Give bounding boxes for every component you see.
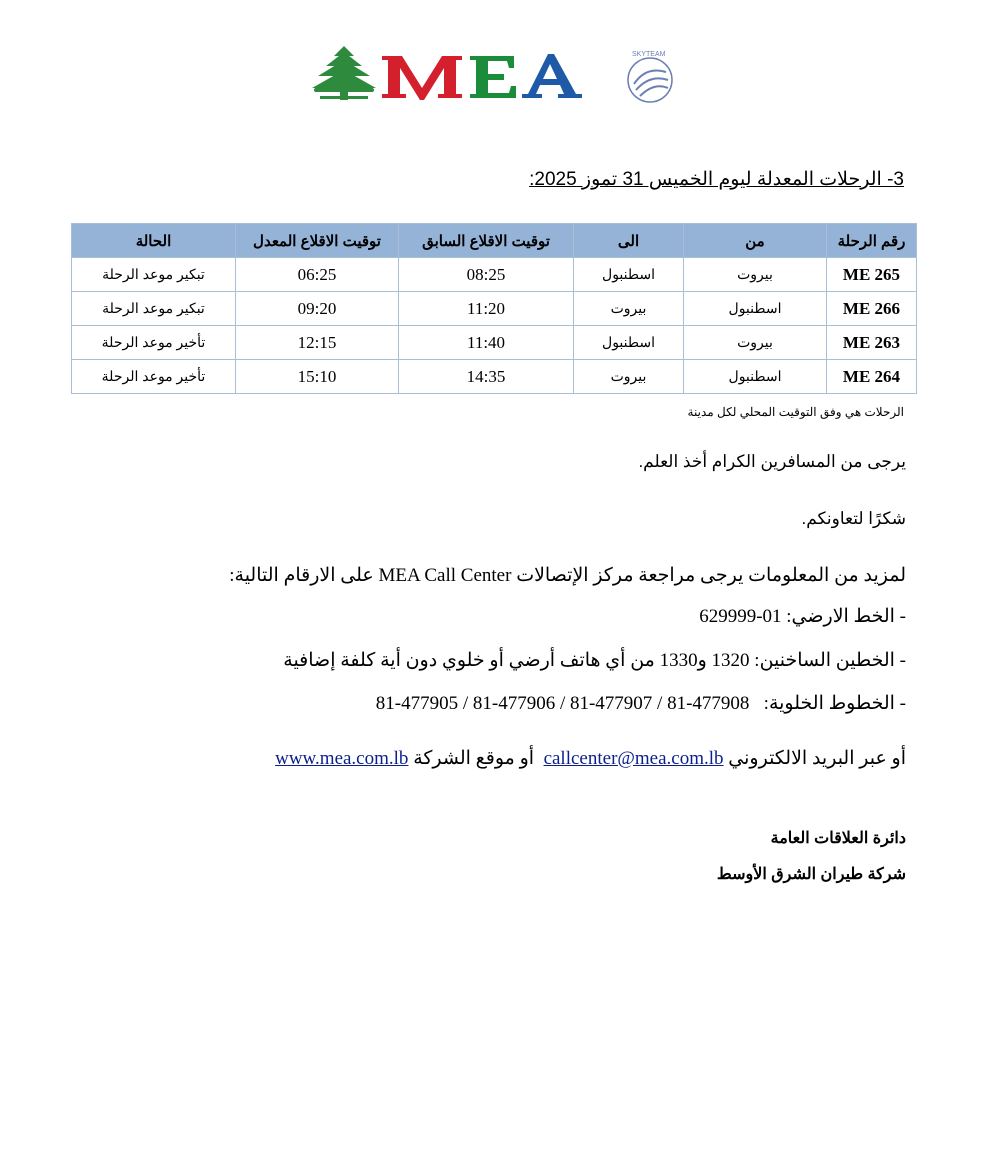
cell-status: تبكير موعد الرحلة	[72, 258, 236, 292]
svg-text:SKYTEAM: SKYTEAM	[632, 51, 666, 58]
cell-prev-time: 14:35	[399, 360, 574, 394]
page-heading: 3- الرحلات المعدلة ليوم الخميس 31 تموز 2025:	[529, 169, 904, 190]
cedar-tree-icon	[312, 46, 376, 100]
mobile-label: - الخطوط الخلوية:	[763, 693, 906, 714]
table-header-row	[72, 224, 917, 258]
signature-department: دائرة العلاقات العامة	[770, 830, 906, 847]
header-new-time: توقيت الاقلاع المعدل	[236, 224, 399, 258]
cell-new-time: 15:10	[236, 360, 399, 394]
cell-to: بيروت	[574, 360, 684, 394]
mobile-line	[376, 692, 906, 715]
signature-company: شركة طيران الشرق الأوسط	[716, 866, 906, 883]
skyteam-logo	[628, 51, 672, 102]
contact-line	[275, 747, 906, 770]
cell-to: بيروت	[574, 292, 684, 326]
cell-flight: ME 264	[827, 360, 917, 394]
cell-to: اسطنبول	[574, 258, 684, 292]
website-link[interactable]: www.mea.com.lb	[275, 748, 409, 769]
notice-text	[638, 451, 906, 473]
header-to: الى	[574, 224, 684, 258]
header-flight: رقم الرحلة	[827, 224, 917, 258]
cell-from: اسطنبول	[684, 360, 827, 394]
landline-line: - الخط الارضي: 01-629999	[699, 606, 906, 627]
table-row	[72, 326, 917, 360]
cell-flight: ME 263	[827, 326, 917, 360]
header-status: الحالة	[72, 224, 236, 258]
notice-label: يرجى من المسافرين الكرام أخذ العلم.	[638, 452, 906, 471]
cell-prev-time: 11:40	[399, 326, 574, 360]
timezone-note: الرحلات هي وفق التوقيت المحلي لكل مدينة	[687, 405, 904, 419]
thanks-text	[801, 508, 906, 530]
cell-flight: ME 265	[827, 258, 917, 292]
cell-status: تأخير موعد الرحلة	[72, 360, 236, 394]
cell-from: بيروت	[684, 258, 827, 292]
cell-from: اسطنبول	[684, 292, 827, 326]
cell-prev-time: 08:25	[399, 258, 574, 292]
cell-flight: ME 266	[827, 292, 917, 326]
site-prefix: أو موقع الشركة	[413, 748, 535, 769]
header-from: من	[684, 224, 827, 258]
mobile-numbers: 81-477905 / 81-477906 / 81-477907 / 81-477908	[375, 693, 750, 714]
cell-status: تأخير موعد الرحلة	[72, 326, 236, 360]
flights-table	[71, 223, 917, 394]
table-row	[72, 258, 917, 292]
email-link[interactable]: callcenter@mea.com.lb	[543, 748, 724, 769]
table-row	[72, 360, 917, 394]
cell-prev-time: 11:20	[399, 292, 574, 326]
cell-new-time: 06:25	[236, 258, 399, 292]
cell-from: بيروت	[684, 326, 827, 360]
cell-new-time: 09:20	[236, 292, 399, 326]
cell-status: تبكير موعد الرحلة	[72, 292, 236, 326]
header-prev-time: توقيت الاقلاع السابق	[399, 224, 574, 258]
table-row	[72, 292, 917, 326]
cell-to: اسطنبول	[574, 326, 684, 360]
thanks-label: شكرًا لتعاونكم.	[801, 509, 906, 528]
hotlines-line: - الخطين الساخنين: 1320 و1330 من أي هاتف أرضي أو خلوي دون أية كلفة إضافية	[283, 650, 906, 671]
email-prefix: أو عبر البريد الالكتروني	[728, 748, 906, 769]
mea-logo	[310, 44, 680, 110]
info-intro: لمزيد من المعلومات يرجى مراجعة مركز الإتصالات MEA Call Center على الارقام التالية:	[229, 565, 906, 586]
mea-wordmark	[382, 54, 582, 100]
cell-new-time: 12:15	[236, 326, 399, 360]
